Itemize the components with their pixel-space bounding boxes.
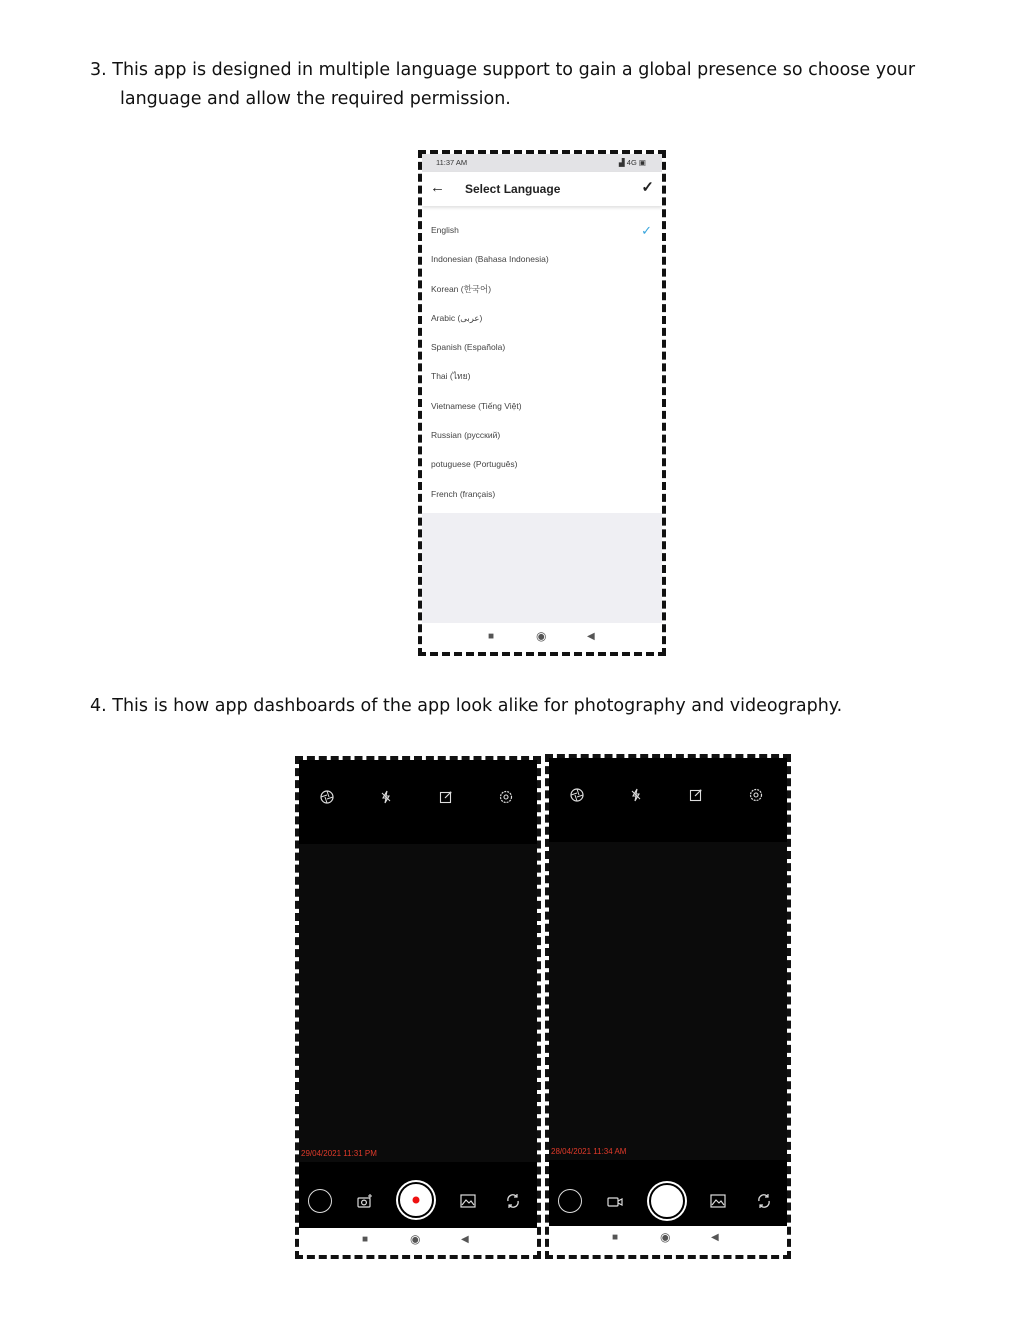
record-button[interactable]	[398, 1182, 434, 1218]
confirm-check-icon[interactable]: ✓	[641, 179, 654, 196]
gallery-thumb-icon[interactable]	[558, 1189, 582, 1213]
page-title: Select Language	[465, 182, 561, 196]
language-label: Spanish (Española)	[431, 342, 506, 353]
flash-off-icon[interactable]	[379, 790, 393, 804]
switch-to-video-icon[interactable]	[606, 1193, 624, 1211]
language-label: potuguese (Português)	[431, 459, 518, 470]
status-bar	[422, 154, 662, 172]
recents-icon[interactable]: ■	[612, 1232, 619, 1243]
back-icon[interactable]: ◀	[711, 1232, 719, 1243]
camera-top-bar	[299, 760, 537, 844]
language-label: French (français)	[431, 488, 496, 499]
switch-to-camera-icon[interactable]	[356, 1193, 374, 1211]
timestamp: 28/04/2021 11:34 AM	[551, 1147, 627, 1156]
aperture-icon[interactable]	[320, 790, 334, 804]
flash-off-icon[interactable]	[629, 788, 643, 802]
camera-viewfinder[interactable]	[299, 844, 537, 1162]
camera-bottom-bar	[549, 1160, 787, 1226]
language-item-korean[interactable]	[422, 275, 662, 304]
photo-screen	[549, 758, 787, 1255]
language-screen	[422, 154, 662, 652]
shutter-button[interactable]	[649, 1183, 685, 1219]
timestamp: 29/04/2021 11:31 PM	[301, 1149, 377, 1158]
system-nav-bar	[422, 624, 662, 652]
step-3-line-1: 3. This app is designed in multiple language support to gain a global presence so choose your	[90, 60, 916, 80]
switch-camera-icon[interactable]	[755, 1192, 773, 1210]
back-icon[interactable]: ◀	[461, 1234, 469, 1245]
language-item-thai[interactable]	[422, 362, 662, 391]
language-item-arabic[interactable]	[422, 304, 662, 333]
step-3-line-2: language and allow the required permission.	[120, 89, 511, 109]
camera-bottom-bar	[299, 1162, 537, 1228]
camera-viewfinder[interactable]	[549, 842, 787, 1160]
signal-icon: ▟	[618, 158, 625, 167]
language-label: Vietnamese (Tiếng Việt)	[431, 400, 522, 411]
step-4-instruction: 4. This is how app dashboards of the app look alike for photography and videography.	[90, 696, 843, 716]
back-icon[interactable]: ◀	[587, 631, 595, 642]
step-3-instruction	[90, 56, 950, 114]
record-dot	[413, 1197, 420, 1204]
video-screen	[299, 760, 537, 1255]
language-label: Arabic (عربى)	[431, 312, 483, 323]
recents-icon[interactable]: ■	[362, 1234, 369, 1245]
language-item-english[interactable]	[422, 216, 662, 245]
selected-check-icon: ✓	[641, 223, 652, 238]
language-label: Russian (русский)	[431, 430, 501, 441]
camera-top-bar	[549, 758, 787, 842]
edit-photo-icon[interactable]	[689, 788, 703, 802]
language-label: Indonesian (Bahasa Indonesia)	[431, 254, 549, 265]
network-type: 4G	[626, 158, 637, 167]
battery-icon: ▣	[638, 158, 646, 167]
aperture-icon[interactable]	[570, 788, 584, 802]
language-item-spanish[interactable]	[422, 333, 662, 362]
language-item-portuguese[interactable]	[422, 450, 662, 479]
back-arrow-icon[interactable]: ←	[430, 179, 445, 196]
language-item-indonesian[interactable]	[422, 245, 662, 274]
gallery-thumb-icon[interactable]	[308, 1189, 332, 1213]
status-network	[619, 158, 646, 167]
language-label: Korean (한국어)	[431, 283, 492, 294]
settings-icon[interactable]	[499, 790, 513, 804]
language-item-vietnamese[interactable]	[422, 392, 662, 421]
gallery-icon[interactable]	[709, 1192, 727, 1210]
system-nav-bar	[299, 1228, 537, 1255]
app-bar	[422, 172, 662, 206]
language-label: Thai (ไทย)	[431, 371, 471, 382]
language-list	[422, 216, 662, 509]
home-icon[interactable]: ◉	[660, 1230, 671, 1244]
language-item-russian[interactable]	[422, 421, 662, 450]
language-item-french[interactable]	[422, 480, 662, 509]
switch-camera-icon[interactable]	[504, 1192, 522, 1210]
settings-icon[interactable]	[749, 788, 763, 802]
status-time: 11:37 AM	[436, 158, 468, 167]
home-icon[interactable]: ◉	[410, 1232, 421, 1246]
empty-list-area	[422, 513, 662, 623]
edit-photo-icon[interactable]	[439, 790, 453, 804]
gallery-icon[interactable]	[459, 1192, 477, 1210]
recents-icon[interactable]: ■	[488, 631, 495, 642]
home-icon[interactable]: ◉	[536, 629, 547, 643]
language-label: English	[431, 225, 459, 235]
system-nav-bar	[549, 1226, 787, 1255]
